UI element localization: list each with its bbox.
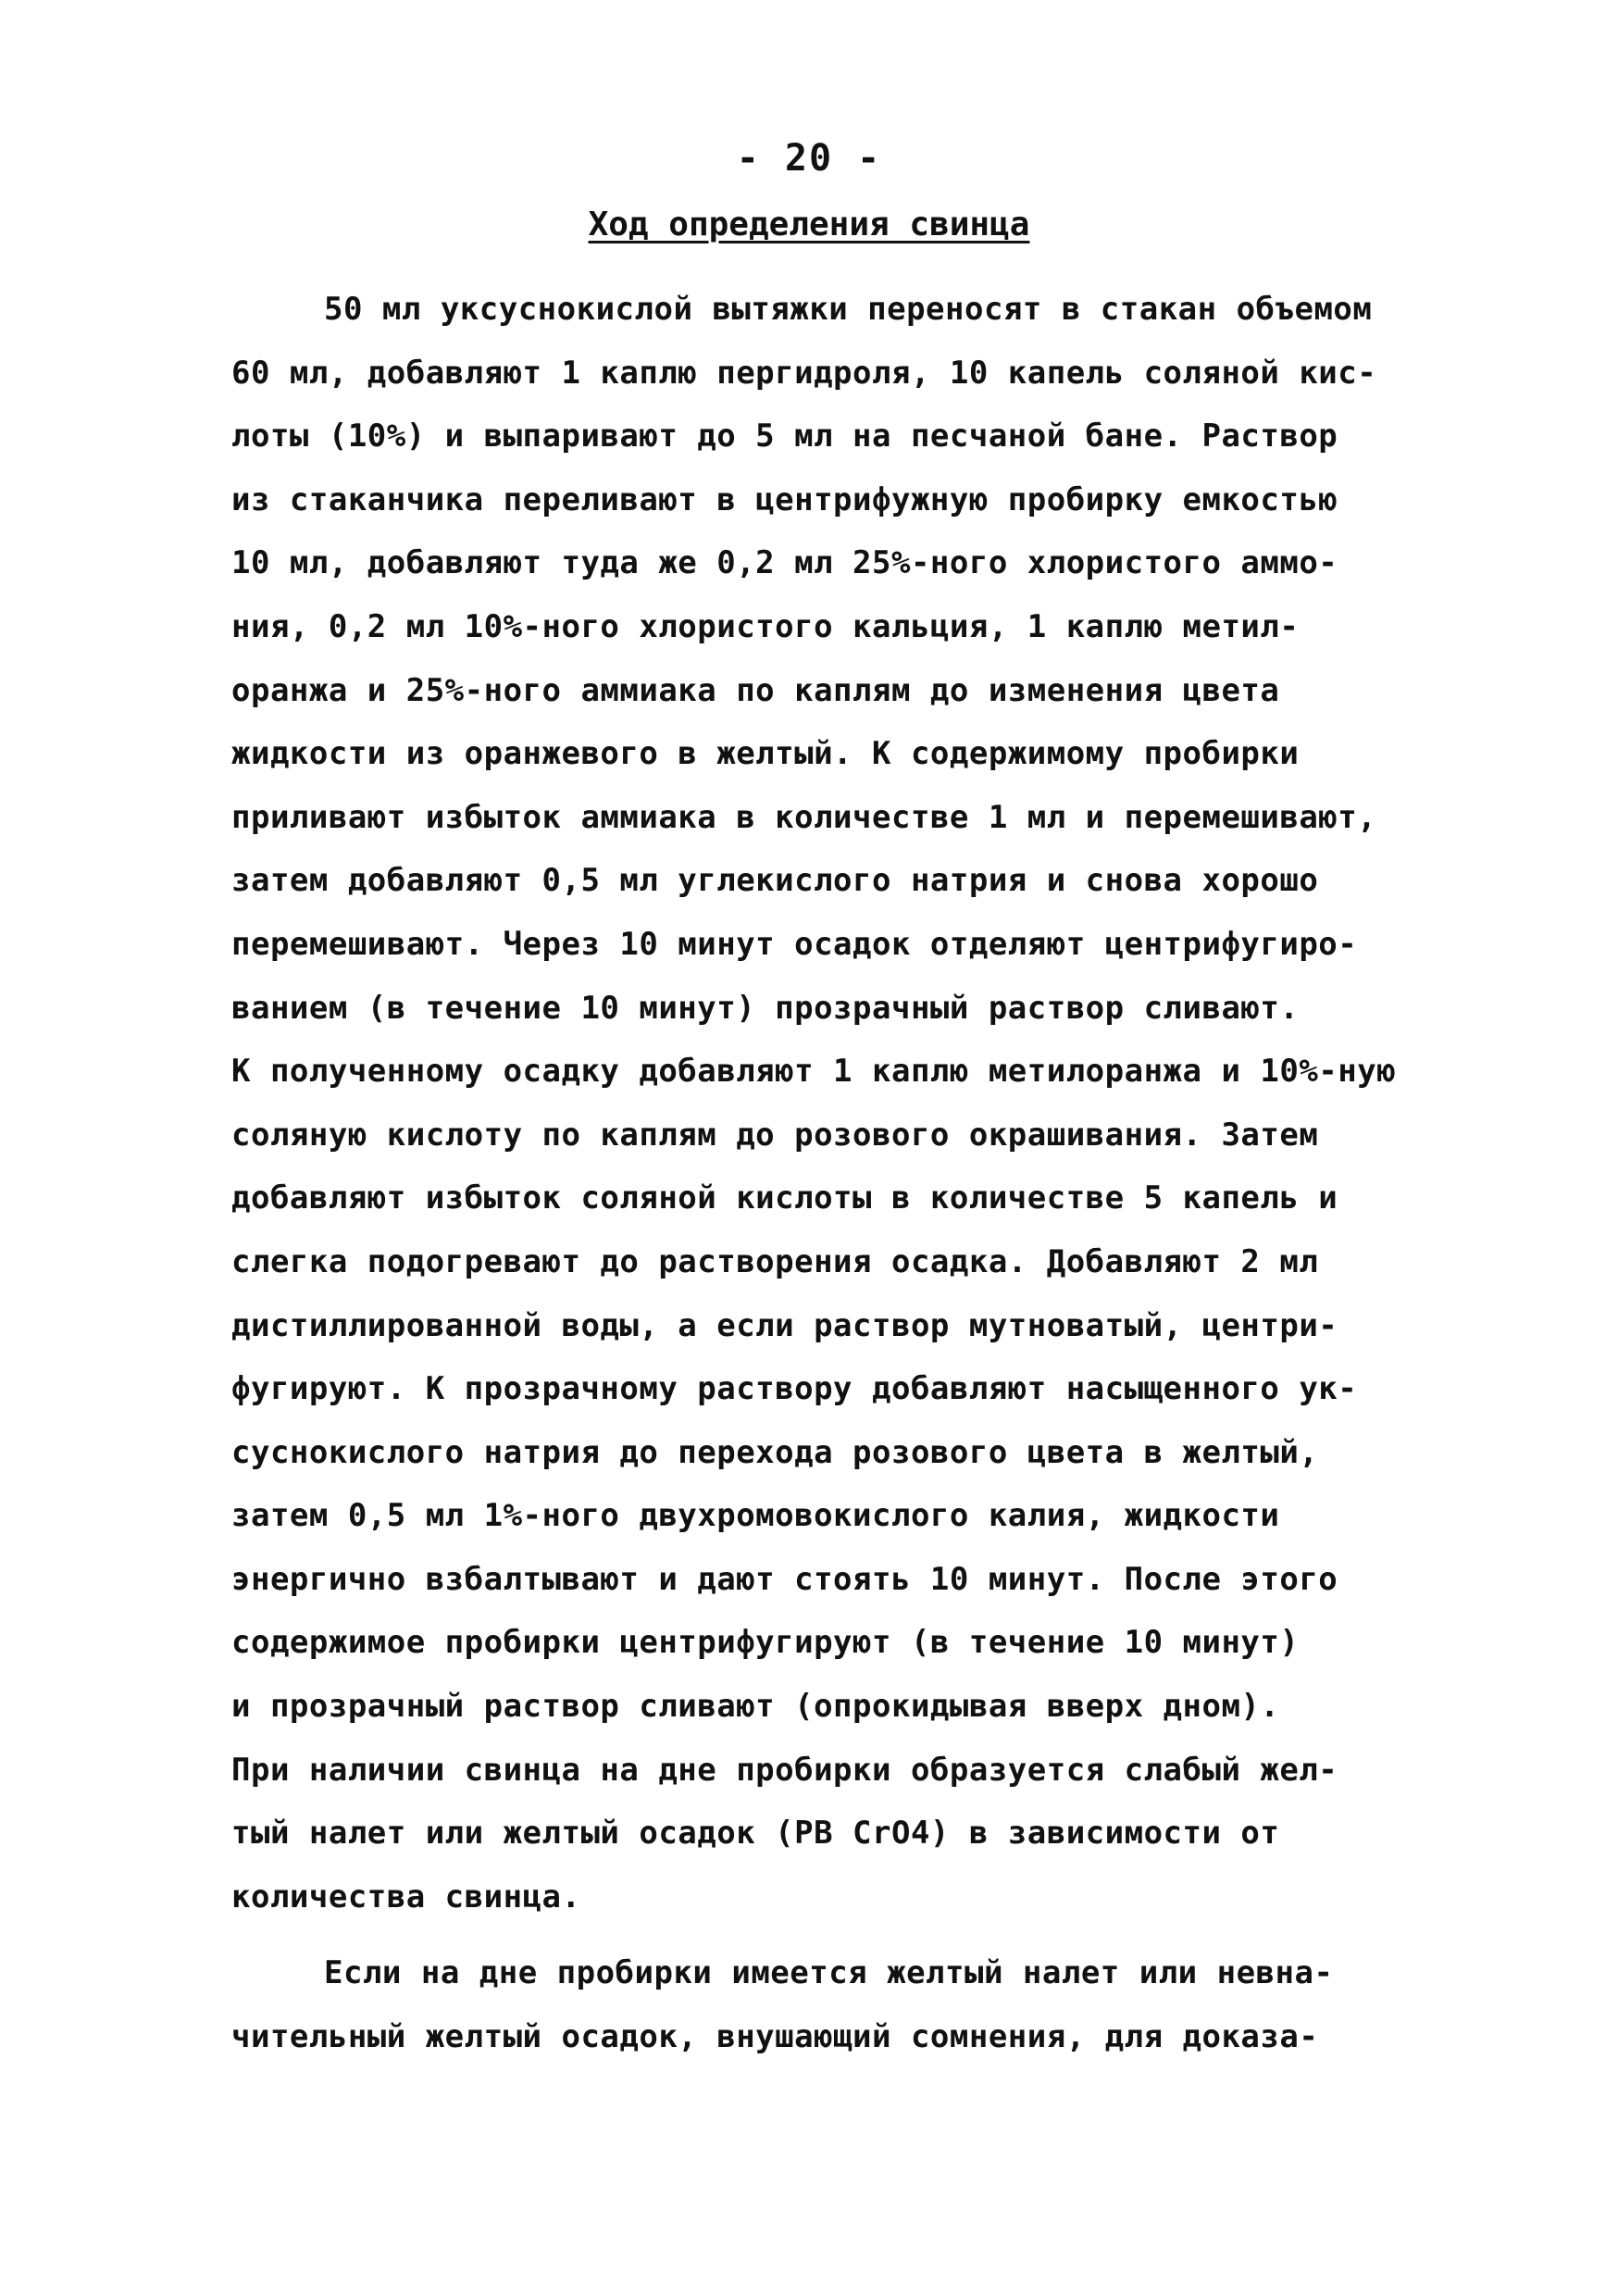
- text-line: приливают избыток аммиака в количестве 1 мл и перемешивают,: [231, 798, 1377, 836]
- text-line: затем 0,5 мл 1%-ного двухромовокислого калия, жидкости: [231, 1497, 1280, 1535]
- text-line: 50 мл уксуснокислой вытяжки переносят в стакан объемом: [324, 291, 1373, 328]
- paragraph-gap: [231, 1928, 1435, 1941]
- text-line: энергично взбалтывают и дают стоять 10 минут. После этого: [231, 1560, 1338, 1598]
- page-number: - 20 -: [736, 137, 882, 180]
- text-line: количества свинца.: [231, 1878, 581, 1915]
- text-line: чительный желтый осадок, внушающий сомнения, для доказа-: [231, 2018, 1319, 2056]
- text-line: слегка подогревают до растворения осадка. Добавляют 2 мл: [231, 1242, 1319, 1280]
- text-line: из стаканчика переливают в центрифужную пробирку емкостью: [231, 480, 1338, 518]
- text-line: соляную кислоту по каплям до розового окрашивания. Затем: [231, 1116, 1319, 1154]
- text-line: фугируют. К прозрачному раствору добавляют насыщенного ук-: [231, 1370, 1358, 1408]
- text-line: лоты (10%) и выпаривают до 5 мл на песчаной бане. Раствор: [231, 418, 1338, 455]
- paragraph: [231, 278, 1435, 1928]
- section-heading: [0, 206, 1618, 243]
- text-line: тый налет или желтый осадок (PB CrO4) в зависимости от: [231, 1815, 1280, 1853]
- text-line: суснокислого натрия до перехода розового цвета в желтый,: [231, 1433, 1319, 1471]
- text-line: жидкости из оранжевого в желтый. К содержимому пробирки: [231, 735, 1300, 773]
- text-line: оранжа и 25%-ного аммиака по каплям до изменения цвета: [231, 671, 1280, 709]
- text-line: Если на дне пробирки имеется желтый налет или невна-: [324, 1954, 1334, 1992]
- text-line: дистиллированной воды, а если раствор мутноватый, центри-: [231, 1306, 1338, 1344]
- text-line: добавляют избыток соляной кислоты в количестве 5 капель и: [231, 1179, 1338, 1217]
- section-heading-text: Ход определения свинца: [588, 206, 1030, 243]
- body-text: [231, 278, 1435, 2069]
- paragraph: [231, 1941, 1435, 2068]
- text-line: перемешивают. Через 10 минут осадок отделяют центрифугиро-: [231, 925, 1358, 963]
- text-line: При наличии свинца на дне пробирки образуется слабый жел-: [231, 1751, 1338, 1789]
- text-line: 60 мл, добавляют 1 каплю пергидроля, 10 капель соляной кис-: [231, 354, 1377, 392]
- text-line: содержимое пробирки центрифугируют (в течение 10 минут): [231, 1624, 1300, 1662]
- text-line: К полученному осадку добавляют 1 каплю метилоранжа и 10%-ную: [231, 1053, 1397, 1091]
- text-line: 10 мл, добавляют туда же 0,2 мл 25%-ного хлористого аммо-: [231, 544, 1338, 582]
- text-line: затем добавляют 0,5 мл углекислого натрия и снова хорошо: [231, 862, 1319, 900]
- text-line: ния, 0,2 мл 10%-ного хлористого кальция, 1 каплю метил-: [231, 607, 1300, 645]
- text-line: ванием (в течение 10 минут) прозрачный раствор сливают.: [231, 989, 1300, 1027]
- text-line: и прозрачный раствор сливают (опрокидывая вверх дном).: [231, 1688, 1280, 1726]
